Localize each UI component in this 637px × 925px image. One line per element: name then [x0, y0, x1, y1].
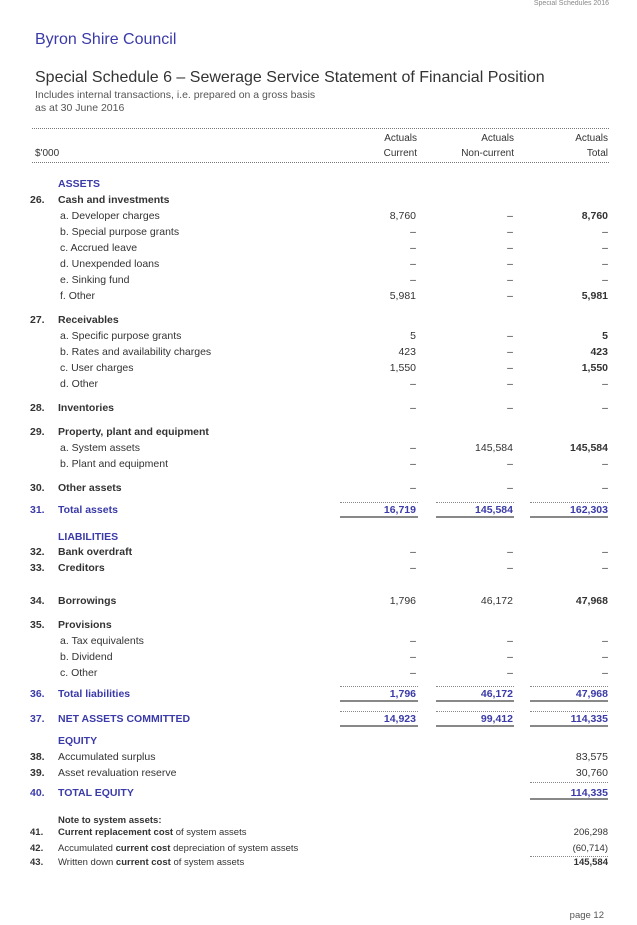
equity-subtotal-line — [530, 782, 608, 783]
row-42: 42. Accumulated current cost depreciation of system assets (60,714) — [30, 843, 608, 854]
row-41: 41. Current replacement cost of system assets 206,298 — [30, 827, 608, 838]
equity-heading-row — [0, 735, 637, 749]
row-33: 33. Creditors – – – — [30, 562, 608, 574]
row-30: 30. Other assets – – – — [30, 482, 608, 494]
row-28: 28. Inventories – – – — [30, 402, 608, 414]
col1-top: Actuals — [384, 133, 417, 144]
row-39: 39. Asset revaluation reserve 30,760 — [30, 767, 608, 779]
row-26c: c. Accrued leave – – – — [60, 242, 608, 254]
row-27: 27. Receivables — [30, 314, 119, 326]
subtitle-basis: Includes internal transactions, i.e. prepared on a gross basis — [35, 89, 316, 101]
subtitle-date: as at 30 June 2016 — [35, 102, 125, 114]
row-26b: b. Special purpose grants – – – — [60, 226, 608, 238]
header-rule-top — [32, 128, 609, 129]
row-27d: d. Other – – – — [60, 378, 608, 390]
row-35: 35. Provisions — [30, 619, 112, 631]
row-35c: c. Other – – – — [60, 667, 608, 679]
liabilities-heading: LIABILITIES — [58, 531, 119, 543]
row-43: 43. Written down current cost of system assets 145,584 — [30, 857, 608, 868]
units-label: $'000 — [35, 148, 60, 159]
row-29b: b. Plant and equipment – – – — [60, 458, 608, 470]
row-29a: a. System assets – 145,584 145,584 — [60, 442, 608, 454]
row-27c: c. User charges 1,550 – 1,550 — [60, 362, 608, 374]
col1-bottom: Current — [383, 148, 417, 159]
assets-heading: ASSETS — [58, 178, 101, 190]
col2-top: Actuals — [481, 133, 514, 144]
row-27b: b. Rates and availability charges 423 – 423 — [60, 346, 608, 358]
equity-heading: EQUITY — [58, 735, 98, 747]
row-26: 26. Cash and investments — [30, 194, 170, 206]
row-26e: e. Sinking fund – – – — [60, 274, 608, 286]
row-38: 38. Accumulated surplus 83,575 — [30, 751, 608, 763]
council-name: Byron Shire Council — [35, 31, 177, 48]
row-26f: f. Other 5,981 – 5,981 — [60, 290, 608, 302]
note-heading: Note to system assets: — [58, 815, 162, 826]
assets-heading-row — [0, 178, 637, 192]
page-number: page 12 — [569, 910, 604, 921]
row-31: 31. Total assets 16,719 145,584 162,303 — [30, 504, 608, 516]
row-26d: d. Unexpended loans – – – — [60, 258, 608, 270]
row-29: 29. Property, plant and equipment — [30, 426, 209, 438]
header-rule-bottom — [32, 162, 609, 163]
row-40: 40. TOTAL EQUITY 114,335 — [30, 787, 608, 799]
row-37: 37. NET ASSETS COMMITTED 14,923 99,412 114,335 — [30, 713, 608, 725]
row-35a: a. Tax equivalents – – – — [60, 635, 608, 647]
row-32: 32. Bank overdraft – – – — [30, 546, 608, 558]
row-26a: a. Developer charges 8,760 – 8,760 — [60, 210, 608, 222]
row-36: 36. Total liabilities 1,796 46,172 47,968 — [30, 688, 608, 700]
page-title: Special Schedule 6 – Sewerage Service Statement of Financial Position — [35, 69, 545, 86]
col3-top: Actuals — [575, 133, 608, 144]
liabilities-heading-row — [0, 531, 637, 545]
col2-bottom: Non-current — [461, 148, 514, 159]
col3-bottom: Total — [586, 148, 608, 159]
row-27a: a. Specific purpose grants 5 – 5 — [60, 330, 608, 342]
row-34: 34. Borrowings 1,796 46,172 47,968 — [30, 595, 608, 607]
running-header: Special Schedules 2016 — [533, 0, 609, 7]
row-35b: b. Dividend – – – — [60, 651, 608, 663]
